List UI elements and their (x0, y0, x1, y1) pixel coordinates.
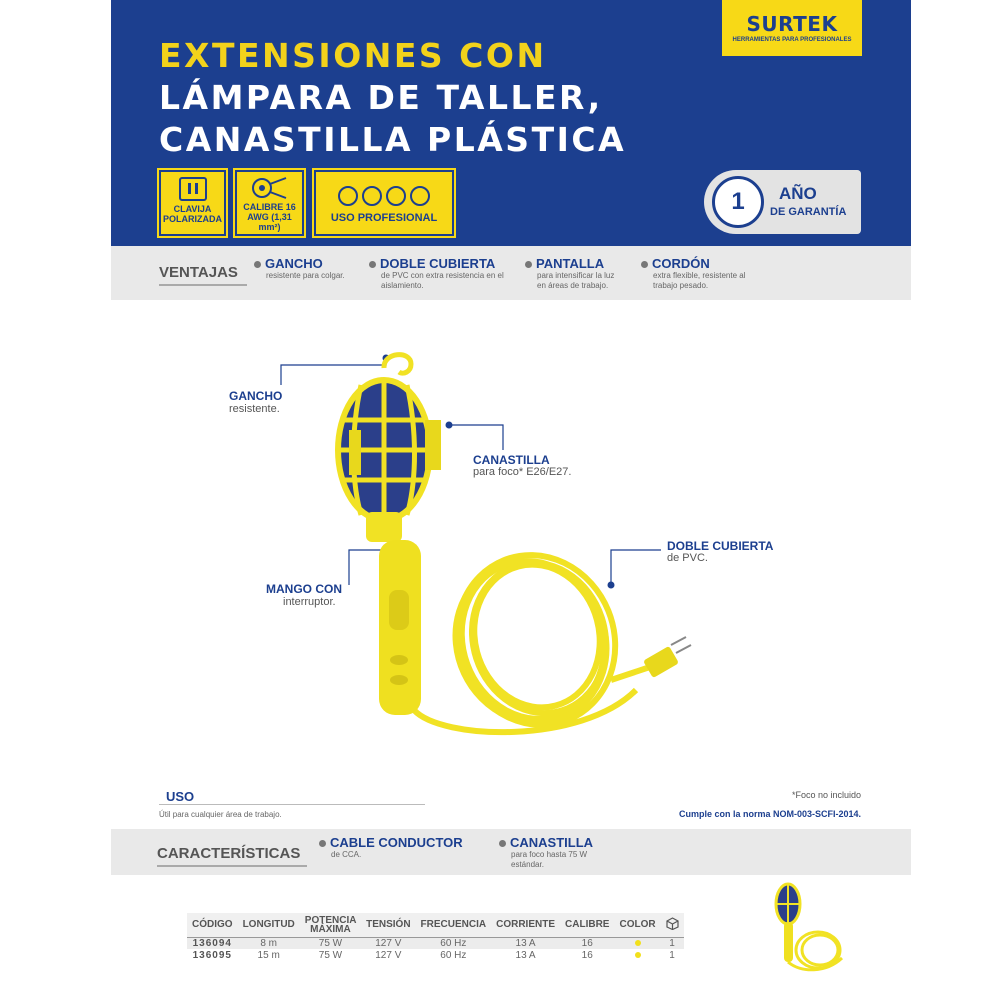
color-swatch (635, 952, 641, 958)
caracteristica-title: CANASTILLA (499, 835, 609, 850)
title-line-1: EXTENSIONES CON (159, 36, 547, 75)
cell-color (614, 949, 660, 961)
professional-icons (316, 186, 452, 206)
ventaja-title: CORDÓN (641, 256, 761, 271)
table-header-row (187, 913, 684, 937)
cell-longitud: 15 m (257, 949, 280, 961)
caracteristica-item (319, 835, 463, 860)
cell-tension: 127 V (361, 937, 415, 949)
col-corriente: CORRIENTE (491, 913, 560, 937)
col-longitud: LONGITUD (238, 913, 300, 937)
cell-cantidad: 1 (661, 937, 684, 949)
uso-divider (159, 804, 425, 805)
ventaja-item (641, 256, 761, 291)
table-row (187, 937, 684, 949)
caracteristicas-band (111, 829, 911, 875)
ventajas-band (111, 246, 911, 300)
table-row (187, 949, 684, 961)
caracteristica-item (499, 835, 609, 870)
ventaja-desc: extra flexible, resistente al trabajo pesado. (653, 271, 746, 290)
warranty-label: AÑO (779, 184, 817, 203)
spec-table (187, 913, 684, 961)
ventaja-title: DOBLE CUBIERTA (369, 256, 524, 271)
product-illustration (111, 300, 911, 780)
cell-calibre: 16 (560, 937, 614, 949)
callout-cubierta-title: DOBLE CUBIERTA (667, 539, 774, 553)
cell-calibre: 16 (581, 949, 593, 961)
cell-longitud: 8 m (238, 937, 300, 949)
cell-frecuencia: 60 Hz (440, 949, 467, 961)
badge-uso-text: USO PROFESIONAL (330, 212, 438, 224)
col-potencia: POTENCIA MÁXIMA (300, 913, 361, 937)
badge-clavija-text: CLAVIJA POLARIZADA (163, 204, 222, 224)
callout-mango-desc: interruptor. (283, 596, 336, 608)
cell-codigo: 136095 (192, 949, 232, 961)
col-color: COLOR (614, 913, 660, 937)
col-cantidad (661, 913, 684, 937)
caracteristicas-underline (157, 865, 307, 867)
logo-tagline: HERRAMIENTAS PARA PROFESIONALES (732, 37, 852, 43)
cell-corriente: 13 A (491, 937, 560, 949)
badge-calibre-text: CALIBRE 16 AWG (1,31 mm²) (243, 202, 296, 232)
caracteristica-desc: para foco hasta 75 W estándar. (511, 850, 588, 869)
goggles-icon (362, 186, 382, 206)
ventaja-item (254, 256, 366, 281)
cell-corriente: 13 A (515, 949, 536, 961)
col-frecuencia: FRECUENCIA (416, 913, 492, 937)
ventaja-desc: para intensificar la luz en áreas de trabajo. (537, 271, 615, 290)
ventaja-title: PANTALLA (525, 256, 625, 271)
warranty-number: 1 (712, 176, 764, 228)
title-line-3: CANASTILLA PLÁSTICA (159, 120, 627, 159)
caracteristicas-title: CARACTERÍSTICAS (157, 845, 301, 862)
badge-clavija (159, 170, 226, 236)
ventaja-item (525, 256, 625, 291)
cell-cantidad: 1 (669, 949, 675, 961)
caracteristica-title: CABLE CONDUCTOR (319, 835, 463, 850)
callout-gancho-desc: resistente. (229, 403, 280, 415)
helmet-icon (338, 186, 358, 206)
ventajas-underline (159, 284, 247, 286)
callout-canastilla-title: CANASTILLA (473, 453, 550, 467)
plug-icon (178, 176, 208, 202)
cell-frecuencia: 60 Hz (416, 937, 492, 949)
product-sheet (111, 0, 911, 1000)
title-line-2: LÁMPARA DE TALLER, (159, 78, 603, 117)
callout-gancho-title: GANCHO (229, 389, 283, 403)
cell-tension: 127 V (375, 949, 402, 961)
header-banner (111, 0, 911, 246)
surtek-logo (722, 0, 862, 56)
cable-icon (250, 176, 290, 200)
callout-canastilla-desc: para foco* E26/E27. (473, 466, 572, 478)
col-calibre: CALIBRE (560, 913, 614, 937)
gloves-icon (386, 186, 406, 206)
work-lamp-image (111, 300, 911, 780)
hardhat-icon (410, 186, 430, 206)
uso-desc: Útil para cualquier área de trabajo. (159, 810, 282, 819)
callout-mango-title: MANGO CON (266, 582, 342, 596)
ventajas-title: VENTAJAS (159, 264, 238, 281)
caracteristica-desc: de CCA. (331, 850, 362, 859)
badge-calibre (235, 170, 304, 236)
ventaja-desc: resistente para colgar. (266, 271, 345, 280)
norma-note: Cumple con la norma NOM-003-SCFI-2014. (678, 809, 861, 819)
col-codigo: CÓDIGO (187, 913, 238, 937)
badge-uso-profesional (314, 170, 454, 236)
callout-cubierta-desc: de PVC. (667, 552, 708, 564)
warranty-badge (704, 170, 861, 234)
cell-color (614, 937, 660, 949)
cell-potencia: 75 W (318, 949, 343, 961)
col-tension: TENSIÓN (361, 913, 415, 937)
logo-name: SURTEK (746, 12, 838, 36)
cell-potencia: 75 W (300, 937, 361, 949)
ventaja-desc: de PVC con extra resistencia en el aislamiento. (381, 271, 504, 290)
ventaja-item (369, 256, 524, 291)
color-swatch (635, 940, 641, 946)
uso-title: USO (166, 789, 195, 804)
ventaja-title: GANCHO (254, 256, 366, 271)
cell-codigo: 136094 (187, 937, 238, 949)
foco-note: *Foco no incluido (791, 790, 861, 800)
warranty-sub: DE GARANTÍA (770, 206, 847, 218)
box-icon (666, 917, 679, 930)
product-thumbnail (766, 878, 856, 978)
